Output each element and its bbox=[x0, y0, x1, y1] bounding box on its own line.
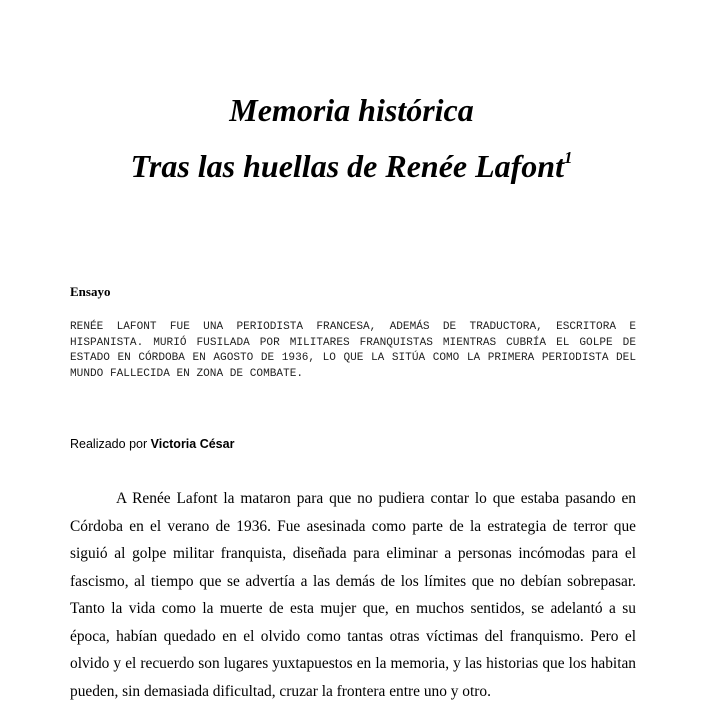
byline-author: Victoria César bbox=[150, 437, 235, 451]
section-label: Ensayo bbox=[70, 284, 111, 299]
byline bbox=[70, 437, 234, 451]
body-paragraph: A Renée Lafont la mataron para que no pudiera contar lo que estaba pasando en Córdoba en el verano de 1936. Fue asesinada como parte de la estrategia de terror que siguió al golpe militar franquista, diseñada para eliminar a personas incómodas para el fascismo, al tiempo que se advertía a las demás de los límites que no debían sobrepasar. Tanto la vida como la muerte de esta mujer que, en muchos sentidos, se adelantó a su época, habían quedado en el olvido como tantas otras víctimas del franquismo. Pero el olvido y el recuerdo son lugares yuxtapuestos en la memoria, y las historias que los habitan pueden, sin demasiada dificultad, cruzar la frontera entre uno y otro. bbox=[70, 490, 636, 700]
title-text-2: Tras las huellas de Renée Lafont bbox=[130, 148, 564, 184]
title-text-1: Memoria histórica bbox=[229, 92, 474, 128]
byline-prefix: Realizado por bbox=[70, 437, 151, 451]
abstract: RENÉE LAFONT FUE UNA PERIODISTA FRANCESA, ADEMÁS DE TRADUCTORA, ESCRITORA E HISPANISTA. MURIÓ FUSILADA POR MILITARES FRANQUISTAS MIENTRAS CUBRÍA EL GOLPE DE ESTADO EN CÓRDOBA EN AGOSTO DE 1936, LO QUE LA SITÚA COMO LA PRIMERA PERIODISTA DEL MUNDO FALLECIDA EN ZONA DE COMBATE. bbox=[70, 321, 636, 380]
document-title-line-2 bbox=[0, 148, 703, 185]
document-title-line-1 bbox=[0, 92, 703, 129]
footnote-marker[interactable]: 1 bbox=[563, 148, 573, 168]
